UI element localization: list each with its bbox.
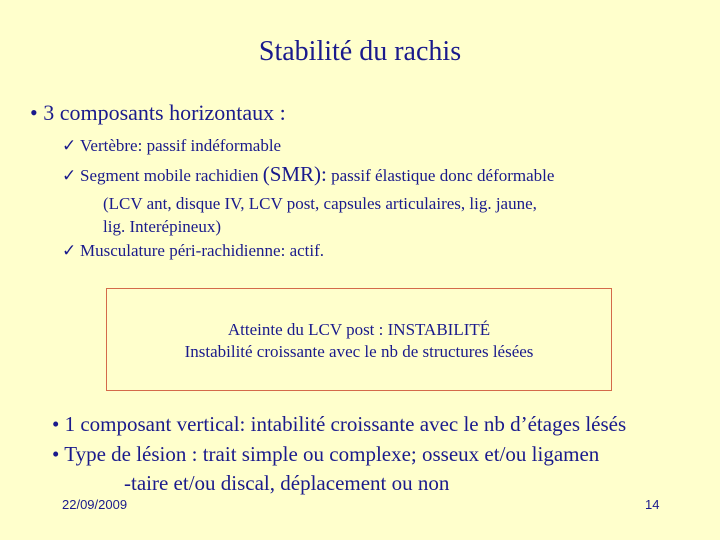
checkmark-icon: ✓ — [62, 241, 77, 260]
checkmark-icon: ✓ — [62, 166, 77, 185]
footer-date: 22/09/2009 — [62, 497, 128, 512]
instability-box — [106, 288, 612, 391]
smr-detail-line1: (LCV ant, disque IV, LCV post, capsules articulaires, lig. jaune, — [103, 194, 537, 213]
sub-item-smr — [62, 162, 554, 187]
smr-desc: passif élastique donc déformable — [326, 166, 555, 185]
musculature-text: Musculature péri-rachidienne: actif. — [80, 241, 325, 260]
vertebre-label: Vertèbre: — [80, 136, 143, 155]
sub-item-vertebre — [62, 136, 281, 156]
smr-label: Segment mobile rachidien — [80, 166, 263, 185]
slide-title: Stabilité du rachis — [258, 36, 462, 67]
box-line1: Atteinte du LCV post : INSTABILITÉ — [227, 320, 491, 339]
bullet-horizontal-components: • 3 composants horizontaux : — [30, 100, 286, 125]
footer-page-number: 14 — [645, 497, 660, 512]
bullet-lesion-type-cont: -taire et/ou discal, déplacement ou non — [124, 471, 450, 495]
vertebre-desc: passif indéformable — [142, 136, 282, 155]
checkmark-icon: ✓ — [62, 136, 77, 155]
box-line2: Instabilité croissante avec le nb de structures lésées — [184, 342, 534, 361]
bullet-lesion-type: • Type de lésion : trait simple ou complexe; osseux et/ou ligamen — [52, 442, 600, 466]
sub-item-musculature — [62, 241, 324, 261]
smr-detail-line2: lig. Interépineux) — [103, 217, 222, 236]
bullet-vertical-component: • 1 composant vertical: intabilité croissante avec le nb d’étages lésés — [52, 412, 627, 436]
smr-abbrev: (SMR): — [262, 162, 327, 186]
